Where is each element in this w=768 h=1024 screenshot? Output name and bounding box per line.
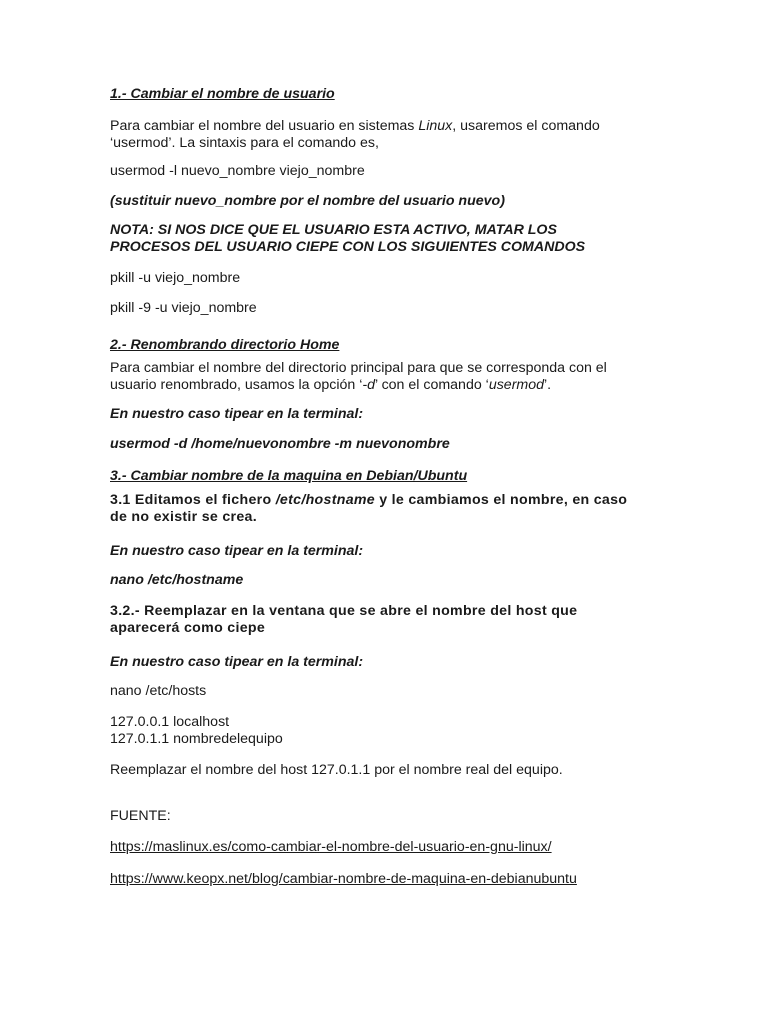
replace-host-instruction: Reemplazar el nombre del host 127.0.1.1 por el nombre real del equipo. [110, 762, 563, 778]
section2-heading: 2.- Renombrando directorio Home [110, 337, 340, 353]
hosts-file-lines: 127.0.0.1 localhost 127.0.1.1 nombredelequipo [110, 714, 283, 747]
sources-label: FUENTE: [110, 808, 171, 824]
section1-intro-line2: ‘usermod’. La sintaxis para el comando es, [110, 135, 379, 151]
source-link-keopx[interactable]: https://www.keopx.net/blog/cambiar-nombre-de-maquina-en-debianubuntu [110, 871, 577, 887]
usermod-command: usermod -l nuevo_nombre viejo_nombre [110, 163, 365, 179]
source-link-maslinux[interactable]: https://maslinux.es/como-cambiar-el-nombre-del-usuario-en-gnu-linux/ [110, 839, 552, 855]
section3-terminal-label-1: En nuestro caso tipear en la terminal: [110, 543, 364, 559]
linux-term: Linux [418, 118, 453, 134]
pkill-command-1: pkill -u viejo_nombre [110, 270, 241, 286]
nano-hosts-command: nano /etc/hosts [110, 683, 207, 699]
section3-heading: 3.- Cambiar nombre de la maquina en Debian/Ubuntu [110, 468, 468, 484]
hostname-path: /etc/hostname [275, 492, 375, 508]
active-user-note: NOTA: SI NOS DICE QUE EL USUARIO ESTA ACTIVO, MATAR LOS PROCESOS DEL USUARIO CIEPE CON LOS SIGUIENTES COMANDOS [110, 222, 586, 255]
usermod-home-command: usermod -d /home/nuevonombre -m nuevonombre [110, 436, 450, 452]
replace-note: (sustituir nuevo_nombre por el nombre del usuario nuevo) [110, 193, 505, 209]
step-3-1: 3.1 Editamos el fichero /etc/hostname y le cambiamos el nombre, en caso de no existir se crea. [110, 492, 628, 525]
section2-terminal-label: En nuestro caso tipear en la terminal: [110, 406, 364, 422]
nano-hostname-command: nano /etc/hostname [110, 572, 244, 588]
step-3-2: 3.2.- Reemplazar en la ventana que se abre el nombre del host que aparecerá como ciepe [110, 603, 578, 636]
section3-terminal-label-2: En nuestro caso tipear en la terminal: [110, 654, 364, 670]
section1-intro [110, 118, 670, 152]
pkill-command-2: pkill -9 -u viejo_nombre [110, 300, 257, 316]
section1-heading: 1.- Cambiar el nombre de usuario [110, 86, 335, 102]
section1-intro-line1: Para cambiar el nombre del usuario en sistemas Linux, usaremos el comando [110, 118, 600, 134]
section2-paragraph: Para cambiar el nombre del directorio principal para que se corresponda con el usuario renombrado, usamos la opción ‘-d’ con el comando ‘usermod’. [110, 360, 607, 393]
